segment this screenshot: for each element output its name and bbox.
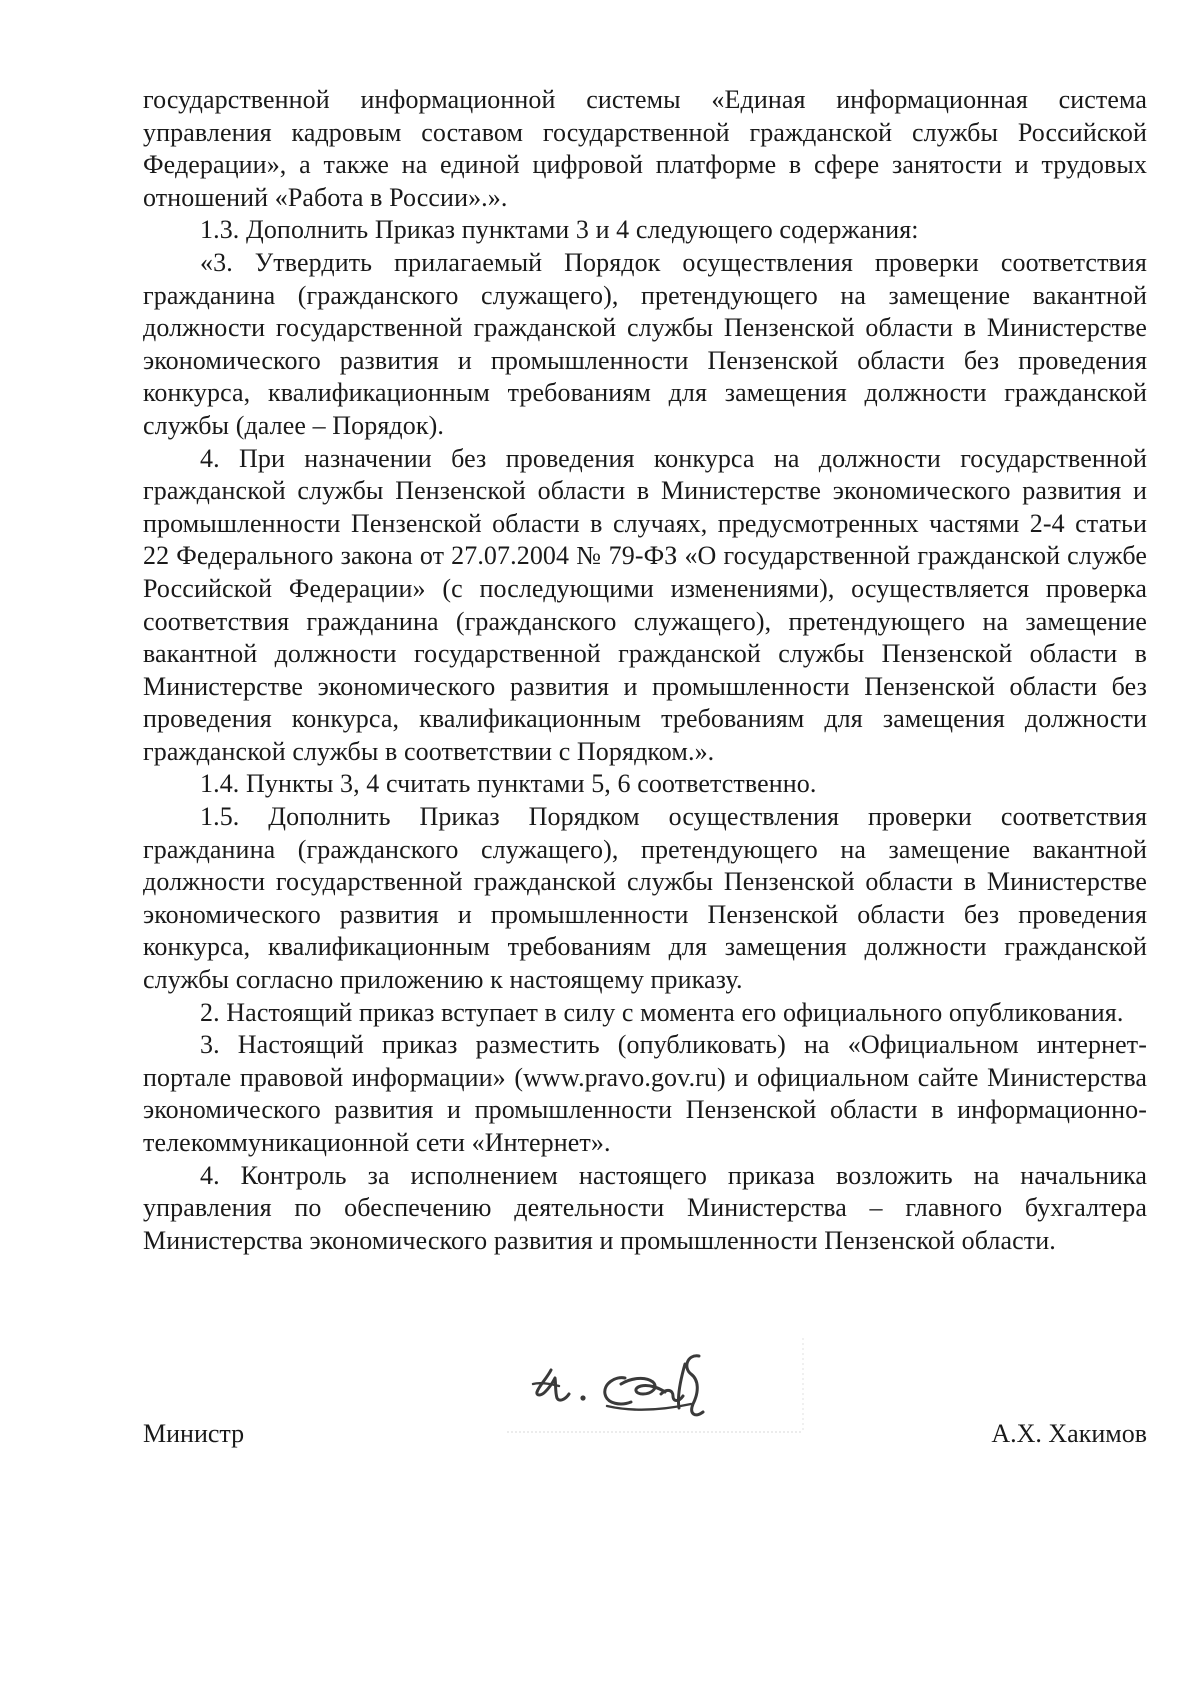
paragraph-item-1-4: 1.4. Пункты 3, 4 считать пунктами 5, 6 соответственно.: [200, 769, 817, 799]
paragraph-item-4: 4. При назначении без проведения конкурса на должности государственной гражданской службы Пензенской области в Министерстве экономического развития и промышленности Пензенской области в случаях, предусмотренных частями 2-4 статьи 22 Федерального закона от 27.07.2004 № 79-ФЗ «О государственной гражданской службе Российской Федерации» (с последующими изменениями), осуществляется проверка соответствия гражданина (гражданского служащего), претендующего на замещение вакантной должности государственной гражданской службы Пензенской области в Министерстве экономического развития и промышленности Пензенской области без проведения конкурса, квалификационным требованиям для замещения должности гражданской службы в соответствии с Порядком.».: [143, 443, 1147, 766]
paragraph-item-1-5: 1.5. Дополнить Приказ Порядком осуществления проверки соответствия гражданина (гражданского служащего), претендующего на замещение вакантной должности государственной гражданской службы Пензенской области в Министерстве экономического развития и промышленности Пензенской области без проведения конкурса, квалификационным требованиям для замещения должности гражданской службы согласно приложению к настоящему приказу.: [143, 802, 1147, 995]
signature-block: [143, 1334, 1147, 1448]
paragraph-clause-4: 4. Контроль за исполнением настоящего приказа возложить на начальника управления по обеспечению деятельности Министерства – главного бухгалтера Министерства экономического развития и промышленности Пензенской области.: [143, 1160, 1147, 1255]
paragraph-clause-3: 3. Настоящий приказ разместить (опубликовать) на «Официальном интернет-портале правовой информации» (www.pravo.gov.ru) и официальном сайте Министерства экономического развития и промышленности Пензенской области в информационно-телекоммуникационной сети «Интернет».: [143, 1030, 1147, 1157]
signatory-name: А.Х. Хакимов: [991, 1419, 1147, 1448]
paragraph-continuation: государственной информационной системы «Единая информационная система управления кадровым составом государственной гражданской службы Российской Федерации», а также на единой цифровой платформе в сфере занятости и трудовых отношений «Работа в России».».: [143, 85, 1147, 212]
document-body: [143, 84, 1147, 1257]
paragraph-item-3: «3. Утвердить прилагаемый Порядок осуществления проверки соответствия гражданина (гражданского служащего), претендующего на замещение вакантной должности государственной гражданской службы Пензенской области в Министерстве экономического развития и промышленности Пензенской области без проведения конкурса, квалификационным требованиям для замещения должности гражданской службы (далее – Порядок).: [143, 247, 1147, 440]
paragraph-item-1-3: 1.3. Дополнить Приказ пунктами 3 и 4 следующего содержания:: [200, 215, 919, 245]
signatory-position: Министр: [143, 1419, 245, 1448]
paragraph-clause-2: 2. Настоящий приказ вступает в силу с момента его официального опубликования.: [200, 997, 1124, 1027]
handwritten-signature: [503, 1334, 808, 1438]
